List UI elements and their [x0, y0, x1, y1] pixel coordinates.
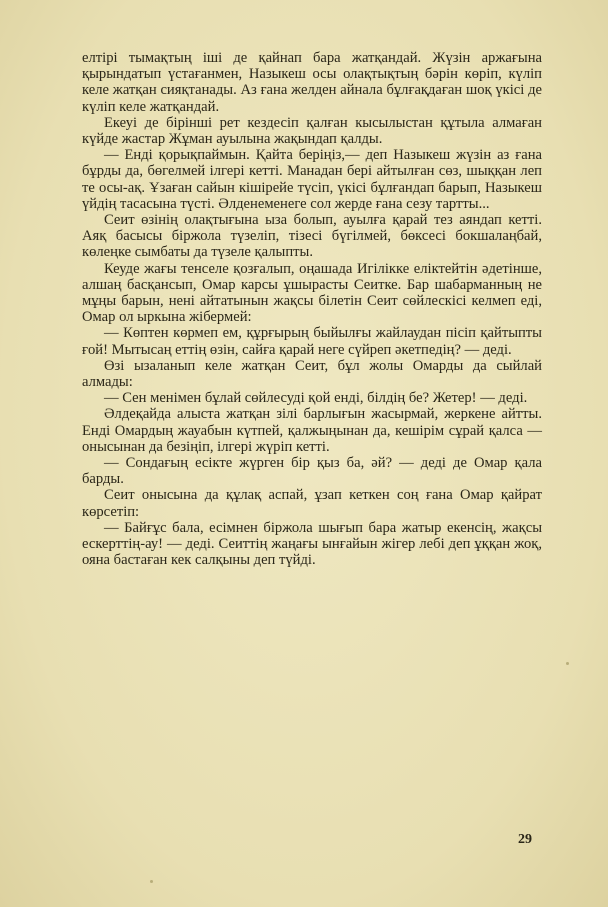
paragraph-12: — Байғұс бала, есімнен біржола шығып бара жатыр екенсің, жақсы ескерттің-ау! — деді. Сеиттің жаңағы ынғайын жігер лебі деп ұққан жоқ, ояна бастаған кек салқыны деп түйді. — [82, 519, 542, 569]
paragraph-1: елтірі тымақтың іші де қайнап бара жатқандай. Жүзін аржағына қырындатып үстағанмен, Назыкеш осы олақтықтың бәрін көріп, күліп келе жатқан сияқтанады. Аз ғана желден айнала бұлғақдаған шоқ үкісі де күліп келе жатқандай. — [82, 50, 542, 115]
paragraph-10: — Сондағың есікте жүрген бір қыз ба, әй? — деді де Омар қала барды. — [82, 455, 542, 488]
paragraph-3: — Енді қорықпаймын. Қайта беріңіз,— деп Назыкеш жүзін аз ғана бұрды да, бөгелмей ілгері кетті. Манадан бері айтылған сөз, шыққан леп те осы-ақ. Ұзаған сайын кішірейе түсіп, үкісі бұлғандап барып, Назыкеш үйдің тасасына түсті. Әлденеменеге сол жерде ғана сезу тартты... — [82, 147, 542, 212]
paragraph-5: Кеуде жағы тенселе қозғалып, оңашада Игілікке еліктейтін әдетінше, алшаң басқансып, Омар карсы ұшырасты Сеитке. Бар шабарманның не мұңы барын, нені айтатынын жақсы білетін Сеит сөйлескісі келмеп еді, Омар ол ыркына жібермей: — [82, 260, 542, 326]
paper-speck — [150, 880, 153, 883]
page-number: 29 — [518, 832, 532, 847]
page-body-text — [82, 50, 542, 569]
paragraph-11: Сеит онысына да құлақ аспай, ұзап кеткен соң ғана Омар қайрат көрсетіп: — [82, 487, 542, 520]
paragraph-4: Сеит өзінің олақтығына ыза болып, ауылға қарай тез аяндап кетті. Аяқ басысы біржола түзеліп, тізесі бүгілмей, бөксесі бокшалаңбай, көлеңке сымбаты да түзеле қалыпты. — [82, 212, 542, 261]
paragraph-2: Екеуі де бірінші рет кездесіп қалған кысылыстан құтыла алмаған күйде жастар Жұман ауылына жақындап қалды. — [82, 114, 542, 148]
paragraph-6: — Көптен көрмеп ем, құрғырың быйылғы жайлаудан пісіп қайтыпты ғой! Мытысаң еттің өзін, сайға қарай неге сүйреп әкетпедің? — деді. — [82, 325, 542, 358]
paper-speck — [566, 662, 569, 665]
paragraph-7: Өзі ызаланып келе жатқан Сеит, бұл жолы Омарды да сыйлай алмады: — [82, 357, 542, 391]
paragraph-9: Әлдеқайда алыста жатқан зілі барлығын жасырмай, жеркене айтты. Енді Омардың жауабын күтпей, қалжыңынан да, кешірім сұрай қалса — онысынан да безіңіп, ілгері жүріп кетті. — [82, 406, 542, 455]
paragraph-8: — Сен менімен бұлай сөйлесуді қой енді, білдің бе? Жетер! — деді. — [104, 390, 528, 407]
